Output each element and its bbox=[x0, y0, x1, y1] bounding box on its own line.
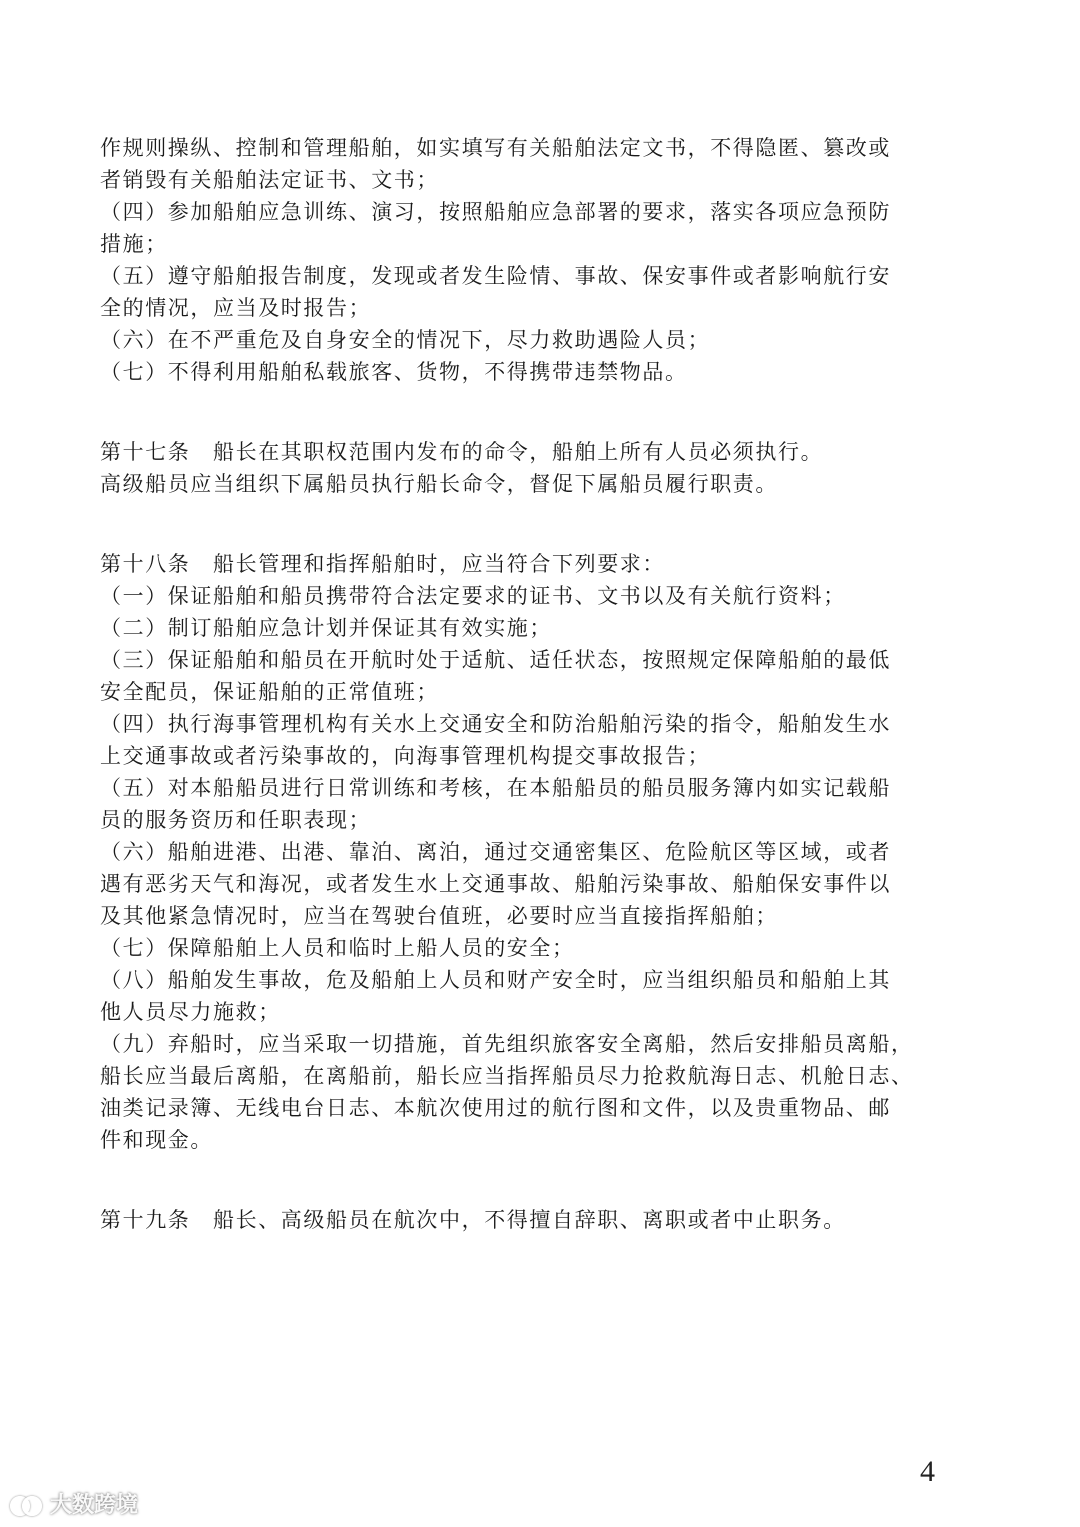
paragraph-block-1 bbox=[100, 132, 985, 388]
text-line: 船长应当最后离船，在离船前，船长应当指挥船员尽力抢救航海日志、机舱日志、 bbox=[100, 1064, 914, 1088]
text-line: 作规则操纵、控制和管理船舶，如实填写有关船舶法定文书，不得隐匿、篡改或 bbox=[100, 136, 891, 160]
text-line: 件和现金。 bbox=[100, 1128, 213, 1152]
article-19 bbox=[100, 1204, 985, 1236]
text-line: （六）船舶进港、出港、靠泊、离泊，通过交通密集区、危险航区等区域，或者 bbox=[100, 840, 891, 864]
paragraph-gap bbox=[100, 388, 985, 436]
text-line: （四）执行海事管理机构有关水上交通安全和防治船舶污染的指令，船舶发生水 bbox=[100, 712, 891, 736]
paragraph-gap bbox=[100, 1156, 985, 1204]
text-line: 高级船员应当组织下属船员执行船长命令，督促下属船员履行职责。 bbox=[100, 472, 778, 496]
text-line: 遇有恶劣天气和海况，或者发生水上交通事故、船舶污染事故、船舶保安事件以 bbox=[100, 872, 891, 896]
text-line: 措施； bbox=[100, 232, 168, 256]
document-body bbox=[100, 132, 985, 1236]
article-17 bbox=[100, 436, 985, 500]
text-line: 员的服务资历和任职表现； bbox=[100, 808, 372, 832]
text-line: （七）保障船舶上人员和临时上船人员的安全； bbox=[100, 936, 575, 960]
text-line: 及其他紧急情况时，应当在驾驶台值班，必要时应当直接指挥船舶； bbox=[100, 904, 778, 928]
text-line: 他人员尽力施救； bbox=[100, 1000, 281, 1024]
text-line: （一）保证船舶和船员携带符合法定要求的证书、文书以及有关航行资料； bbox=[100, 584, 846, 608]
text-line: （九）弃船时，应当采取一切措施，首先组织旅客安全离船，然后安排船员离船， bbox=[100, 1032, 914, 1056]
text-line: 第十八条 船长管理和指挥船舶时，应当符合下列要求： bbox=[100, 552, 665, 576]
text-line: （三）保证船舶和船员在开航时处于适航、适任状态，按照规定保障船舶的最低 bbox=[100, 648, 891, 672]
paragraph-gap bbox=[100, 500, 985, 548]
watermark-text: 大数跨境 bbox=[50, 1493, 139, 1518]
text-line: （八）船舶发生事故，危及船舶上人员和财产安全时，应当组织船员和船舶上其 bbox=[100, 968, 891, 992]
text-line: （七）不得利用船舶私载旅客、货物，不得携带违禁物品。 bbox=[100, 360, 688, 384]
text-line: （六）在不严重危及自身安全的情况下，尽力救助遇险人员； bbox=[100, 328, 711, 352]
watermark bbox=[10, 1488, 138, 1519]
text-line: （四）参加船舶应急训练、演习，按照船舶应急部署的要求，落实各项应急预防 bbox=[100, 200, 891, 224]
text-line: 上交通事故或者污染事故的，向海事管理机构提交事故报告； bbox=[100, 744, 711, 768]
page-number: 4 bbox=[920, 1455, 935, 1488]
text-line: 第十九条 船长、高级船员在航次中，不得擅自辞职、离职或者中止职务。 bbox=[100, 1208, 846, 1232]
text-line: 者销毁有关船舶法定证书、文书； bbox=[100, 168, 439, 192]
text-line: 安全配员，保证船舶的正常值班； bbox=[100, 680, 439, 704]
watermark-logo-icon bbox=[10, 1493, 44, 1515]
text-line: （二）制订船舶应急计划并保证其有效实施； bbox=[100, 616, 552, 640]
text-line: （五）遵守船舶报告制度，发现或者发生险情、事故、保安事件或者影响航行安 bbox=[100, 264, 891, 288]
text-line: 第十七条 船长在其职权范围内发布的命令，船舶上所有人员必须执行。 bbox=[100, 440, 824, 464]
text-line: （五）对本船船员进行日常训练和考核，在本船船员的船员服务簿内如实记载船 bbox=[100, 776, 891, 800]
text-line: 全的情况，应当及时报告； bbox=[100, 296, 372, 320]
text-line: 油类记录簿、无线电台日志、本航次使用过的航行图和文件，以及贵重物品、邮 bbox=[100, 1096, 891, 1120]
article-18 bbox=[100, 548, 985, 1156]
